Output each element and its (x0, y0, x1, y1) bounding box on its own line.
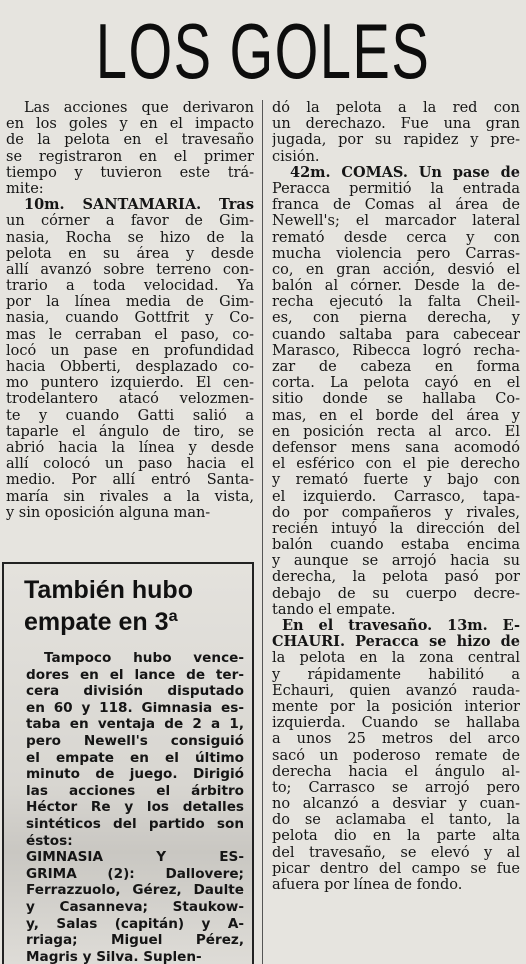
text-line: minuto de juego. Dirigió (26, 766, 244, 783)
text-line: En el travesaño. 13m. E- (282, 618, 520, 634)
text-line: un derechazo. Fue una gran (272, 116, 520, 133)
text-line: balón al córner. Desde la de- (272, 278, 520, 295)
text-line: tando el empate. (272, 601, 396, 618)
text-line: 10m. SANTAMARIA. Tras (24, 197, 254, 214)
text-line: Echauri, quien avanzó rauda- (272, 682, 520, 699)
sidebar-box-body (26, 650, 244, 964)
text-line: do se aclamaba el tanto, la (272, 812, 520, 829)
text-line: picar dentro del campo se fue (272, 860, 520, 877)
text-line: y Casanneva; Staukow- (26, 898, 244, 915)
text-line: corta. La pelota cayó en el (272, 375, 520, 392)
text-line: medio. Por allí entró Santa- (6, 472, 254, 489)
text-line: taparle el ángulo de tiro, se (6, 423, 254, 440)
text-line: izquierda. Cuando se hallaba (272, 715, 520, 732)
text-line: locó un pase en profundidad (6, 342, 254, 359)
sidebar-box (2, 562, 254, 964)
text-line: abrió hacia la línea y desde (6, 439, 254, 456)
text-line: mite: (6, 180, 44, 197)
text-line: balón cuando estaba encima (272, 537, 520, 554)
text-line: dores en el lance de ter- (26, 666, 244, 683)
text-line: recha ejecutó la falta Cheil- (272, 294, 520, 311)
text-line: en los goles y en el impacto (6, 116, 254, 133)
right-column (272, 100, 520, 964)
text-line: derecha hacia el ángulo al- (272, 763, 520, 780)
text-line: Marasco, Ribecca logró recha- (272, 342, 520, 359)
text-line: sitio donde se hallaba Co- (272, 391, 520, 408)
text-line: debajo de su cuerpo decre- (272, 585, 520, 602)
text-line: dó la pelota a la red con (272, 100, 520, 116)
text-line: pero Newell's consiguió (26, 732, 244, 749)
text-line: sacó un poderoso remate de (272, 747, 520, 764)
text-line: no alcanzó a desviar y cuan- (272, 796, 520, 813)
text-line: y rápidamente habilitó a (272, 666, 520, 683)
text-line: recién intuyó la dirección del (272, 520, 520, 537)
text-line: te y cuando Gatti salió a (6, 407, 254, 424)
text-line: remató desde cerca y con (272, 229, 520, 246)
text-line: tiempo y tuvieron este trá- (6, 164, 254, 181)
column-divider (262, 100, 263, 964)
text-line: a unos 25 metros del arco (272, 731, 520, 748)
text-line: co, en gran acción, desvió el (272, 261, 520, 278)
text-line: sintéticos del partido son (26, 815, 244, 832)
text-line: trodelantero atacó velozmen- (6, 391, 254, 408)
text-line: cisión. (272, 148, 320, 165)
text-line: el izquierdo. Carrasco, tapa- (272, 488, 520, 505)
text-line: allí avanzó sobre terreno con- (6, 261, 254, 278)
text-line: taba en ventaja de 2 a 1, (26, 716, 244, 733)
text-line: trario a toda velocidad. Ya (6, 278, 254, 295)
left-column (6, 100, 254, 556)
text-line: mas le cerraban el paso, co- (6, 326, 254, 343)
text-line: defensor mens sana acomodó (272, 439, 520, 456)
text-line: el empate en el último (26, 749, 244, 766)
text-line: en 60 y 118. Gimnasia es- (26, 699, 244, 716)
text-line: rriaga; Miguel Pérez, (26, 932, 244, 949)
text-line: es, con pierna derecha, y (272, 310, 520, 327)
text-line: pelota dio en la parte alta (272, 828, 520, 845)
text-line: mente por la posición interior (272, 698, 520, 715)
text-line: Newell's; el marcador lateral (272, 213, 520, 230)
text-line: 42m. COMAS. Un pase de (290, 164, 520, 181)
text-line: cuando saltaba para cabecear (272, 326, 520, 343)
text-line: GIMNASIA Y ES- (26, 849, 244, 866)
text-line: las acciones el árbitro (26, 782, 244, 799)
text-line: nasia, cuando Gottfrit y Co- (6, 310, 254, 327)
text-line: y aunque se arrojó hacia su (272, 553, 520, 570)
text-line: un córner a favor de Gim- (6, 213, 254, 230)
text-line: GRIMA (2): Dallovere; (26, 865, 244, 882)
text-line: Ferrazzuolo, Gérez, Daulte (26, 882, 244, 899)
text-line: CHAURI. Peracca se hizo de (272, 634, 520, 651)
text-line: afuera por línea de fondo. (272, 877, 463, 893)
text-line: en posición recta al arco. El (272, 423, 520, 440)
text-line: allí colocó un paso hacia el (6, 456, 254, 473)
text-line: jugada, por su rapidez y pre- (272, 132, 520, 149)
text-line: y remató fuerte y bajo con (272, 472, 520, 489)
text-line: Héctor Re y los detalles (26, 799, 244, 816)
text-line: de la pelota en el travesaño (6, 132, 254, 149)
text-line: el esférico con el pie derecho (272, 456, 520, 473)
text-line: y sin oposición alguna man- (6, 504, 211, 521)
text-line: la pelota en la zona central (272, 650, 520, 667)
sidebar-title-line-1: También hubo (24, 576, 193, 604)
text-line: Peracca permitió la entrada (272, 180, 520, 197)
text-line: do por compañeros y rivales, (272, 504, 520, 521)
text-line: mo puntero izquierdo. El cen- (6, 375, 254, 392)
headline: LOS GOLES (95, 7, 431, 95)
text-line: nasia, Rocha se hizo de la (6, 229, 254, 246)
text-line: mucha violencia pero Carras- (272, 245, 520, 262)
text-line: y, Salas (capitán) y A- (26, 915, 244, 932)
text-line: zar de cabeza en forma (272, 359, 520, 375)
text-line: se registraron en el primer (6, 148, 254, 165)
text-line: franca de Comas al área de (272, 197, 520, 214)
text-line: derecha, la pelota pasó por (272, 569, 520, 586)
text-line: por la línea media de Gim- (6, 294, 254, 311)
text-line: cera división disputado (26, 683, 244, 700)
text-line: Tampoco hubo vence- (44, 650, 244, 666)
text-line: hacia Obberti, desplazado co- (6, 359, 254, 375)
sidebar-title-line-2: empate en 3ª (24, 608, 178, 636)
text-line: éstos: (26, 832, 73, 849)
text-line: maría sin rivales a la vista, (6, 488, 254, 505)
text-line: mas, en el borde del área y (272, 407, 520, 424)
text-line: pelota en su área y desde (6, 245, 254, 262)
text-line: Magris y Silva. Suplen- (26, 948, 202, 964)
text-line: to; Carrasco se arrojó pero (272, 779, 520, 796)
text-line: del travesaño, se elevó y al (272, 844, 520, 861)
text-line: Las acciones que derivaron (24, 100, 254, 116)
sidebar-box-title (24, 574, 252, 638)
